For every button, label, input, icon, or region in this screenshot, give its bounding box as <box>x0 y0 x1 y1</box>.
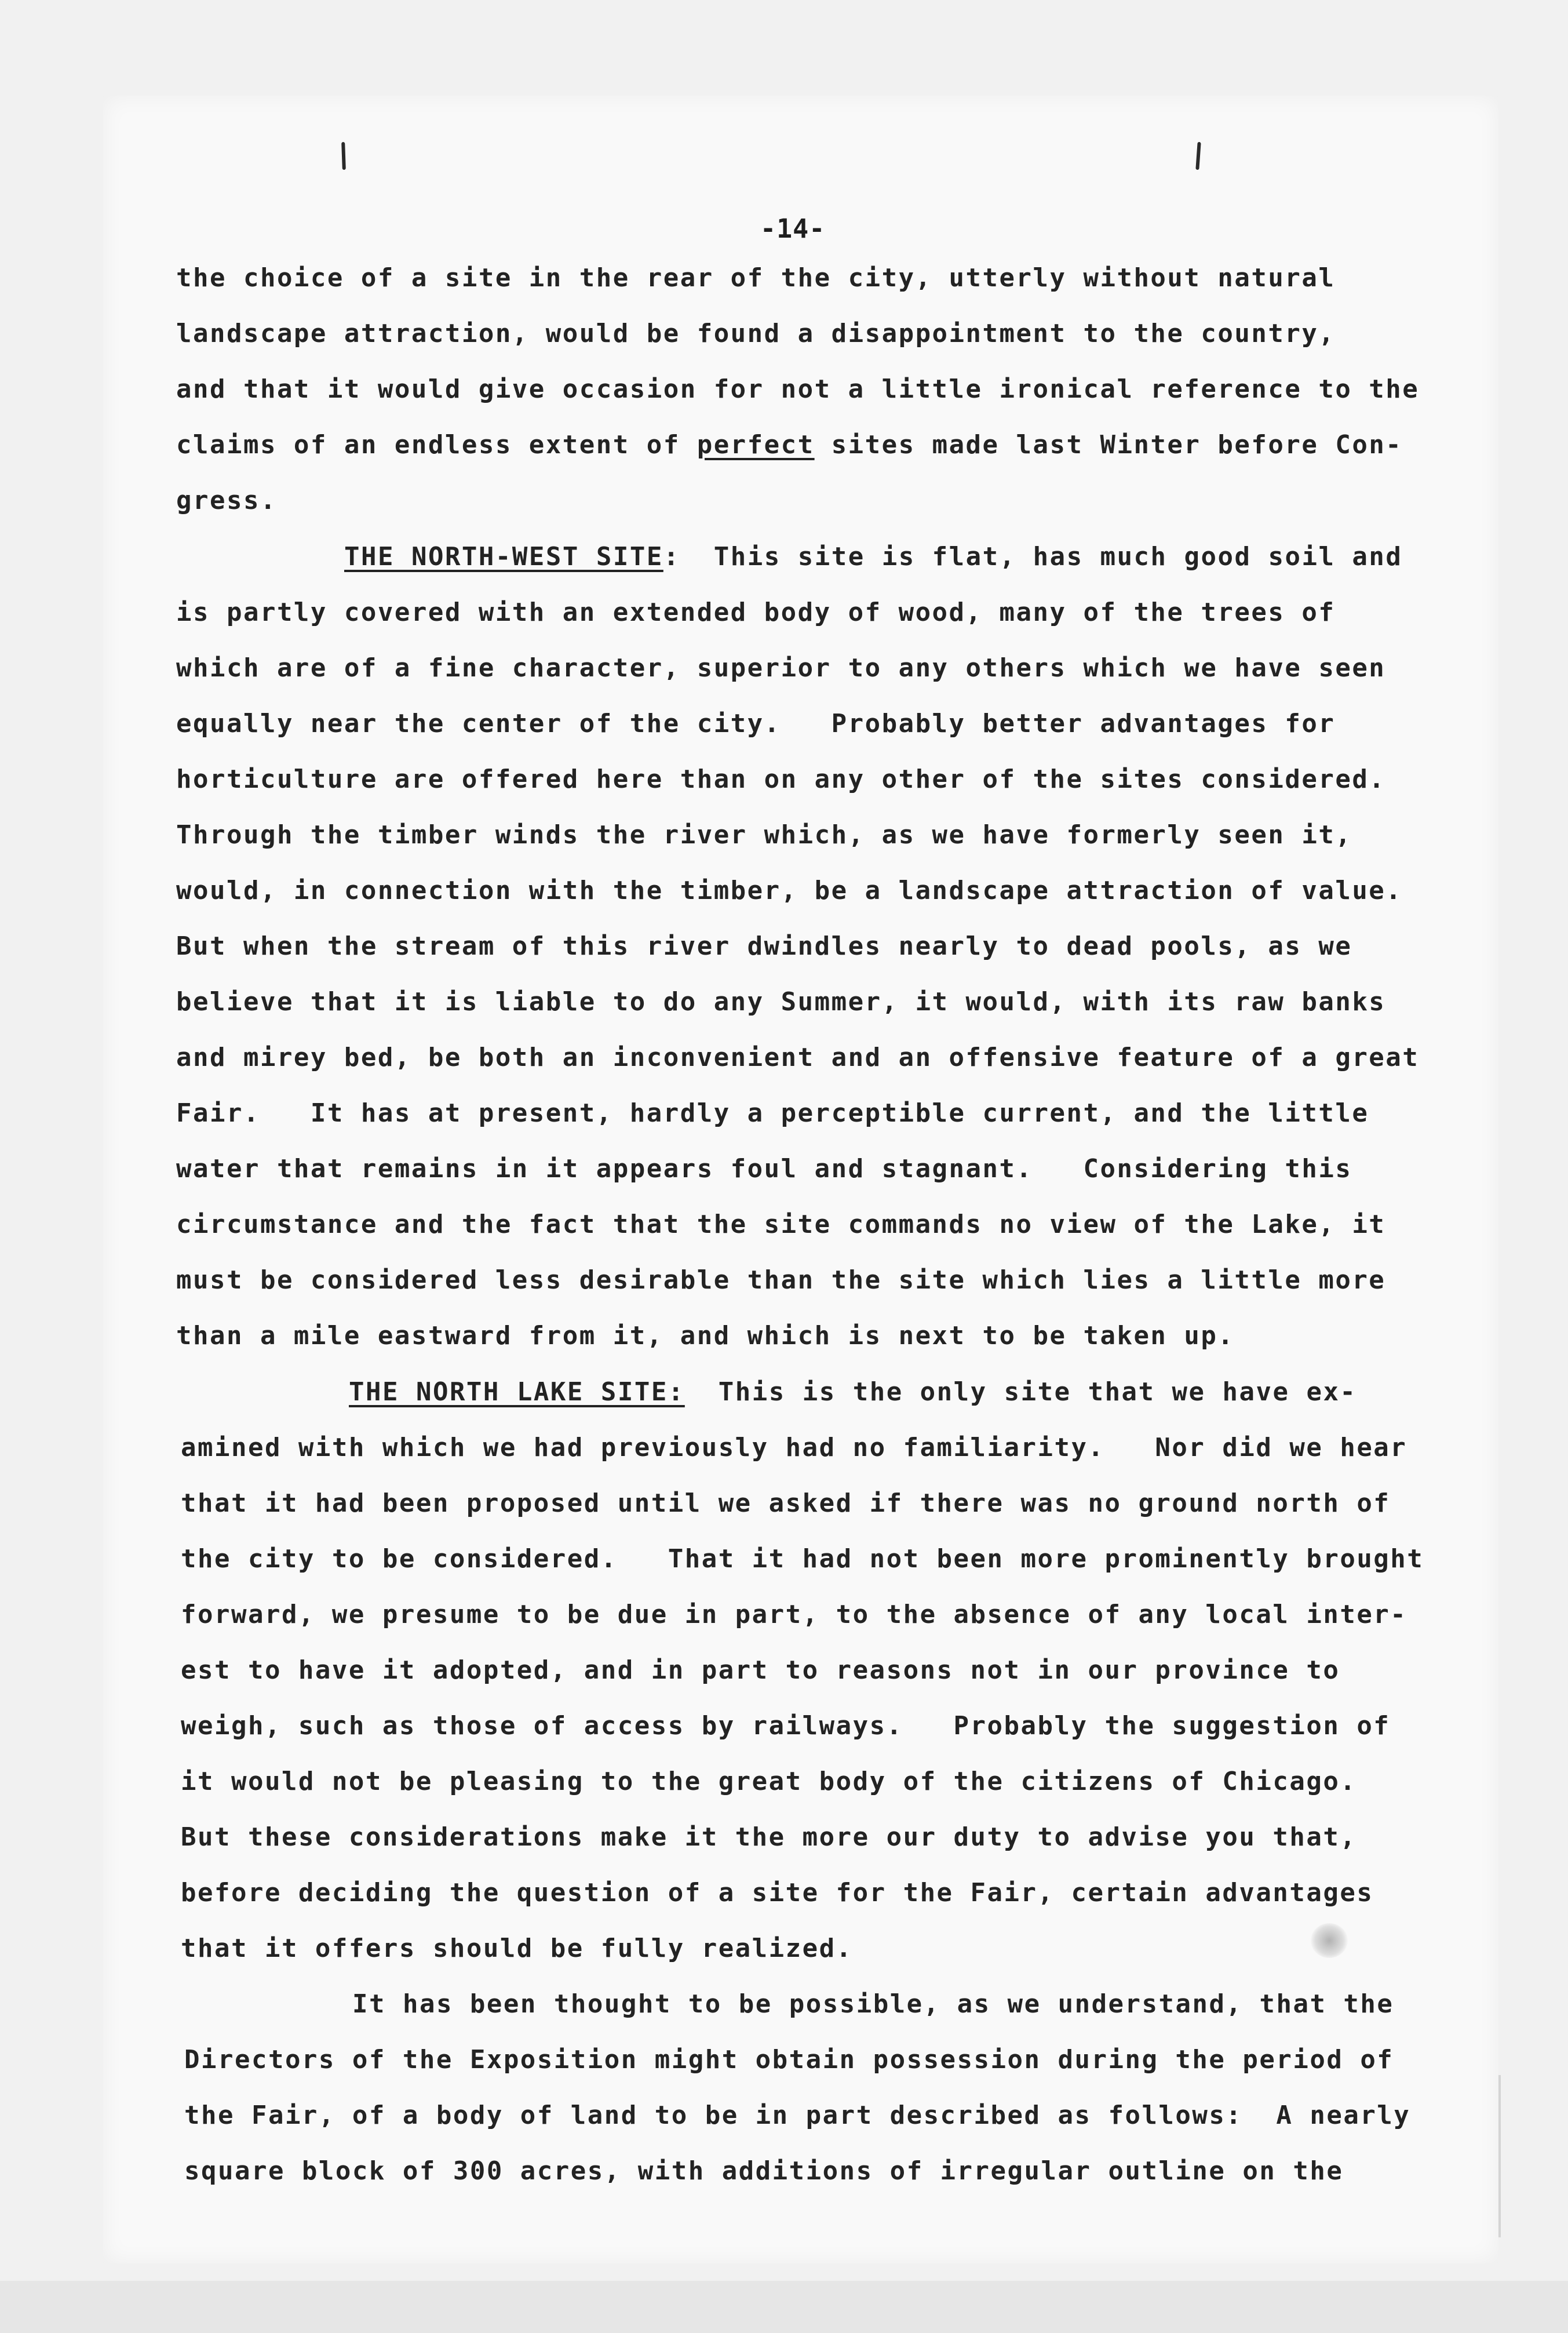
text-line: before deciding the question of a site for the Fair, certain advantages <box>181 1878 1374 1908</box>
text-line: weigh, such as those of access by railways. Probably the suggestion of <box>181 1711 1391 1741</box>
text-segment: sites made last Winter before Con- <box>814 430 1403 460</box>
page-edge-shadow <box>1498 2075 1501 2237</box>
text-line <box>344 541 1402 573</box>
text-line: that it offers should be fully realized. <box>181 1934 853 1963</box>
section-heading-north-west-site: THE NORTH-WEST SITE <box>344 542 663 572</box>
text-line: which are of a fine character, superior to any others which we have seen <box>176 653 1386 683</box>
text-line: the choice of a site in the rear of the city, utterly without natural <box>176 263 1336 293</box>
text-line: water that remains in it appears foul and stagnant. Considering this <box>176 1154 1352 1184</box>
text-line: square block of 300 acres, with additions of irregular outline on the <box>184 2156 1344 2186</box>
scan-bottom-margin <box>0 2281 1568 2333</box>
text-line: Through the timber winds the river which, as we have formerly seen it, <box>176 820 1352 850</box>
section-heading-north-lake-site: THE NORTH LAKE SITE: <box>349 1377 685 1407</box>
page-number: -14- <box>760 213 826 244</box>
text-line: landscape attraction, would be found a disappointment to the country, <box>176 319 1336 348</box>
text-line: But when the stream of this river dwindles nearly to dead pools, as we <box>176 931 1352 961</box>
text-segment: claims of an endless extent of <box>176 430 697 460</box>
text-line: But these considerations make it the more our duty to advise you that, <box>181 1822 1357 1852</box>
text-line: must be considered less desirable than the site which lies a little more <box>176 1265 1386 1295</box>
text-line: forward, we presume to be due in part, to the absence of any local inter- <box>181 1600 1407 1629</box>
text-line <box>176 429 1402 461</box>
text-line: gress. <box>176 486 277 515</box>
text-line: and that it would give occasion for not a little ironical reference to the <box>176 374 1420 404</box>
text-line: would, in connection with the timber, be a landscape attraction of value. <box>176 876 1403 905</box>
text-line: believe that it is liable to do any Summer, it would, with its raw banks <box>176 987 1386 1017</box>
text-line: equally near the center of the city. Probably better advantages for <box>176 709 1336 738</box>
text-line: horticulture are offered here than on any other of the sites considered. <box>176 765 1386 794</box>
text-line: Fair. It has at present, hardly a perceptible current, and the little <box>176 1098 1369 1128</box>
text-line: It has been thought to be possible, as we understand, that the <box>352 1989 1394 2019</box>
text-line: the Fair, of a body of land to be in part described as follows: A nearly <box>184 2101 1411 2130</box>
text-line: it would not be pleasing to the great body of the citizens of Chicago. <box>181 1767 1357 1796</box>
text-line: is partly covered with an extended body of wood, many of the trees of <box>176 598 1336 627</box>
text-line: that it had been proposed until we asked if there was no ground north of <box>181 1488 1391 1518</box>
text-segment: : This site is flat, has much good soil and <box>663 542 1403 572</box>
text-line: Directors of the Exposition might obtain possession during the period of <box>184 2045 1394 2074</box>
text-line: est to have it adopted, and in part to reasons not in our province to <box>181 1655 1340 1685</box>
text-line: the city to be considered. That it had not been more prominently brought <box>181 1544 1424 1574</box>
emphasis-perfect: perfect <box>697 430 815 460</box>
ink-smudge <box>1311 1923 1348 1958</box>
text-line: amined with which we had previously had no familiarity. Nor did we hear <box>181 1433 1407 1462</box>
text-line: than a mile eastward from it, and which is next to be taken up. <box>176 1321 1235 1351</box>
text-line <box>349 1376 1356 1408</box>
text-line: circumstance and the fact that the site commands no view of the Lake, it <box>176 1210 1386 1239</box>
text-segment: This is the only site that we have ex- <box>684 1377 1357 1407</box>
text-line: and mirey bed, be both an inconvenient and an offensive feature of a great <box>176 1043 1420 1072</box>
